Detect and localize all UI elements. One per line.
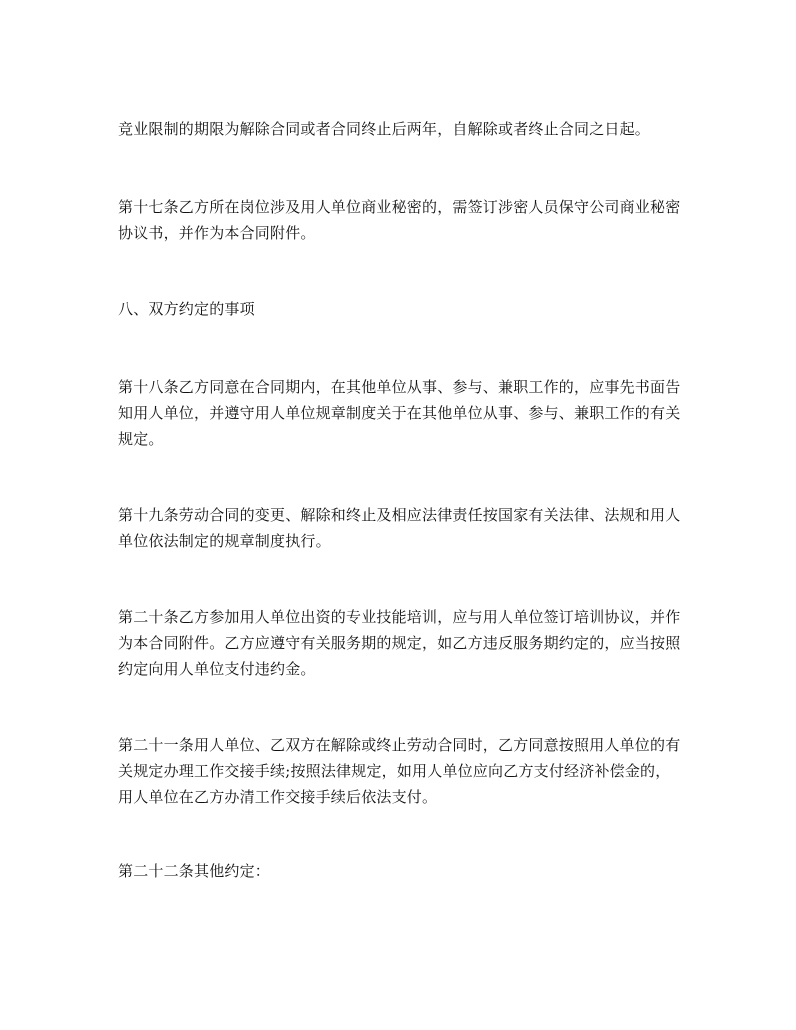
paragraph-article-20: 第二十条乙方参加用人单位出资的专业技能培训，应与用人单位签订培训协议，并作为本合同附件。乙方应遵守有关服务期的规定，如乙方违反服务期约定的，应当按照约定向用人单位支付违约金。 xyxy=(118,608,681,678)
paragraph-article-22: 第二十二条其他约定： xyxy=(118,862,271,880)
paragraph-article-18: 第十八条乙方同意在合同期内，在其他单位从事、参与、兼职工作的，应事先书面告知用人单位，并遵守用人单位规章制度关于在其他单位从事、参与、兼职工作的有关规定。 xyxy=(118,378,681,448)
paragraph-article-17: 第十七条乙方所在岗位涉及用人单位商业秘密的，需签订涉密人员保守公司商业秘密协议书，并作为本合同附件。 xyxy=(118,198,681,242)
section-heading-agreed-matters: 八、双方约定的事项 xyxy=(118,300,255,318)
paragraph-non-compete-term: 竞业限制的期限为解除合同或者合同终止后两年，自解除或者终止合同之日起。 xyxy=(118,120,651,138)
paragraph-article-21: 第二十一条用人单位、乙双方在解除或终止劳动合同时，乙方同意按照用人单位的有关规定办理工作交接手续;按照法律规定，如用人单位应向乙方支付经济补偿金的，用人单位在乙方办清工作交接手续后依法支付。 xyxy=(118,736,681,806)
paragraph-article-19: 第十九条劳动合同的变更、解除和终止及相应法律责任按国家有关法律、法规和用人单位依法制定的规章制度执行。 xyxy=(118,506,681,550)
